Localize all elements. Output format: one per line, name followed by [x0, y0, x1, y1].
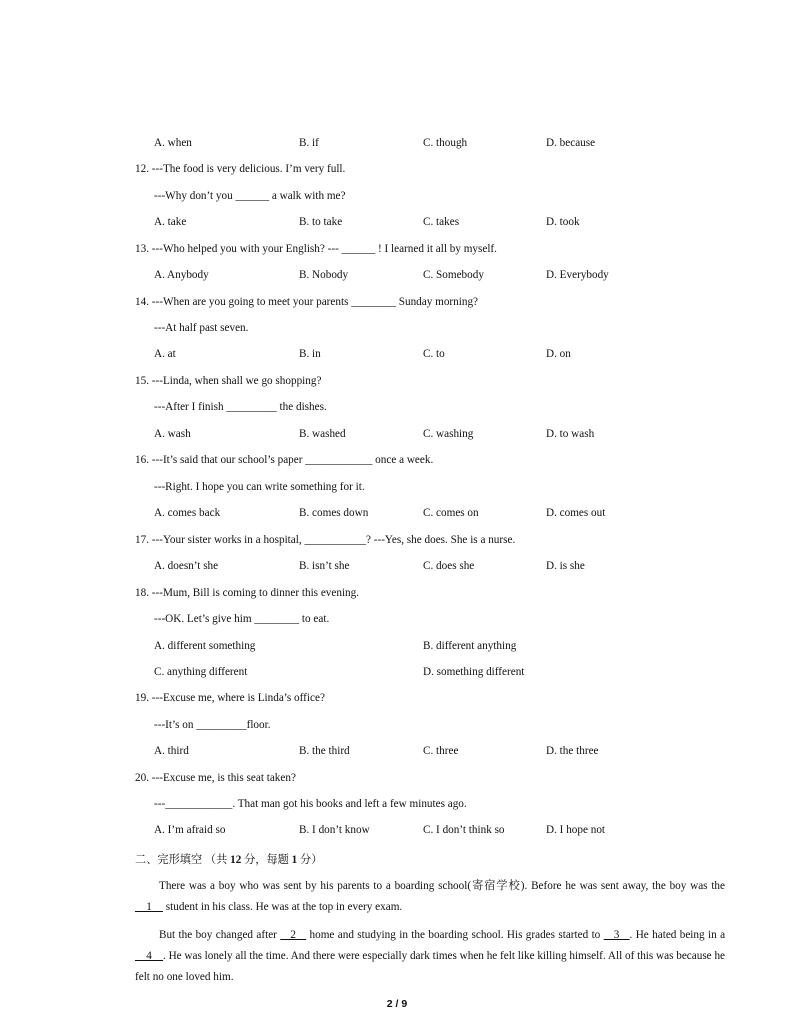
cloze-blank-1: 1: [135, 901, 163, 913]
p2-text-b: home and studying in the boarding school. His grades started to: [306, 929, 604, 941]
q20-blank: ____________: [165, 798, 233, 810]
q16-option-b: B. comes down: [299, 507, 369, 519]
section-title-cloze: [135, 851, 322, 867]
passage-paragraph-2: [135, 925, 725, 988]
q11-option-a: A. when: [154, 137, 192, 149]
q17-option-d: D. is she: [546, 560, 585, 572]
q18-line2: ---OK. Let’s give him ________ to eat.: [154, 613, 330, 625]
section-title-suffix: 分）: [297, 854, 323, 866]
p1-text-b: student in his class. He was at the top in every exam.: [162, 901, 403, 913]
p2-text-d: . He was lonely all the time. And there were especially dark times when he felt like killing himself. All of this was because he felt no one loved him.: [135, 950, 726, 983]
q18-option-c: C. anything different: [154, 666, 248, 678]
q17-stem: 17. ---Your sister works in a hospital, ___________? ---Yes, she does. She is a nurse.: [135, 534, 516, 546]
q20-option-b: B. I don’t know: [299, 824, 370, 836]
q19-option-c: C. three: [423, 745, 459, 757]
q14-option-c: C. to: [423, 348, 445, 360]
q14-option-b: B. in: [299, 348, 321, 360]
p2-text-c: . He hated being in a: [629, 929, 726, 941]
q13-option-c: C. Somebody: [423, 269, 484, 281]
q15-stem: 15. ---Linda, when shall we go shopping?: [135, 375, 322, 387]
q14-option-a: A. at: [154, 348, 176, 360]
q17-option-b: B. isn’t she: [299, 560, 350, 572]
q13-option-a: A. Anybody: [154, 269, 209, 281]
q17-option-a: A. doesn’t she: [154, 560, 219, 572]
q14-line2: ---At half past seven.: [154, 322, 249, 334]
q18-option-d: D. something different: [423, 666, 525, 678]
section-title-prefix: 二、完形填空 （共: [135, 854, 231, 866]
q16-option-a: A. comes back: [154, 507, 221, 519]
q12-stem: 12. ---The food is very delicious. I’m very full.: [135, 163, 346, 175]
q20-stem: 20. ---Excuse me, is this seat taken?: [135, 772, 296, 784]
q20-option-c: C. I don’t think so: [423, 824, 505, 836]
q18-option-b: B. different anything: [423, 640, 517, 652]
cloze-blank-4: 4: [135, 950, 163, 962]
q16-option-d: D. comes out: [546, 507, 606, 519]
cloze-blank-2: 2: [280, 929, 307, 941]
q19-option-b: B. the third: [299, 745, 350, 757]
section-title-mid: 分，每题: [241, 854, 292, 866]
q12-option-d: D. took: [546, 216, 580, 228]
q13-option-b: B. Nobody: [299, 269, 349, 281]
p2-text-a: But the boy changed after: [159, 929, 281, 941]
q11-option-d: D. because: [546, 137, 596, 149]
q11-option-c: C. though: [423, 137, 468, 149]
q19-option-a: A. third: [154, 745, 189, 757]
q13-stem: 13. ---Who helped you with your English? --- ______ ! I learned it all by myself.: [135, 243, 497, 255]
page-number: 2 / 9: [386, 998, 408, 1010]
q15-option-d: D. to wash: [546, 428, 595, 440]
q12-option-b: B. to take: [299, 216, 343, 228]
cloze-blank-3: 3: [603, 929, 630, 941]
q17-option-c: C. does she: [423, 560, 475, 572]
p1-text-a: There was a boy who was sent by his parents to a boarding school(寄宿学校). Before he was sent away, the boy was the: [159, 880, 725, 892]
q12-option-a: A. take: [154, 216, 187, 228]
passage-paragraph-1: [135, 876, 725, 918]
q19-stem: 19. ---Excuse me, where is Linda’s office?: [135, 692, 325, 704]
q20-line2: [154, 797, 467, 811]
q15-line2: ---After I finish _________ the dishes.: [154, 401, 327, 413]
q11-option-b: B. if: [299, 137, 319, 149]
q18-option-a: A. different something: [154, 640, 256, 652]
q20-option-d: D. I hope not: [546, 824, 606, 836]
q14-option-d: D. on: [546, 348, 571, 360]
q19-line2: ---It’s on _________floor.: [154, 719, 271, 731]
q20-line2-suffix: . That man got his books and left a few minutes ago.: [232, 798, 467, 810]
q20-option-a: A. I’m afraid so: [154, 824, 226, 836]
q12-line2: ---Why don’t you ______ a walk with me?: [154, 190, 346, 202]
q15-option-b: B. washed: [299, 428, 346, 440]
q19-option-d: D. the three: [546, 745, 599, 757]
q15-option-c: C. washing: [423, 428, 474, 440]
section-points-each: 1: [291, 854, 298, 866]
q16-option-c: C. comes on: [423, 507, 479, 519]
q14-stem: 14. ---When are you going to meet your parents ________ Sunday morning?: [135, 296, 479, 308]
q13-option-d: D. Everybody: [546, 269, 609, 281]
q18-stem: 18. ---Mum, Bill is coming to dinner this evening.: [135, 587, 360, 599]
q16-stem: 16. ---It’s said that our school’s paper ____________ once a week.: [135, 454, 434, 466]
q20-line2-prefix: ---: [154, 798, 166, 810]
section-points: 12: [230, 854, 242, 866]
q12-option-c: C. takes: [423, 216, 460, 228]
q16-line2: ---Right. I hope you can write something for it.: [154, 481, 365, 493]
q15-option-a: A. wash: [154, 428, 191, 440]
